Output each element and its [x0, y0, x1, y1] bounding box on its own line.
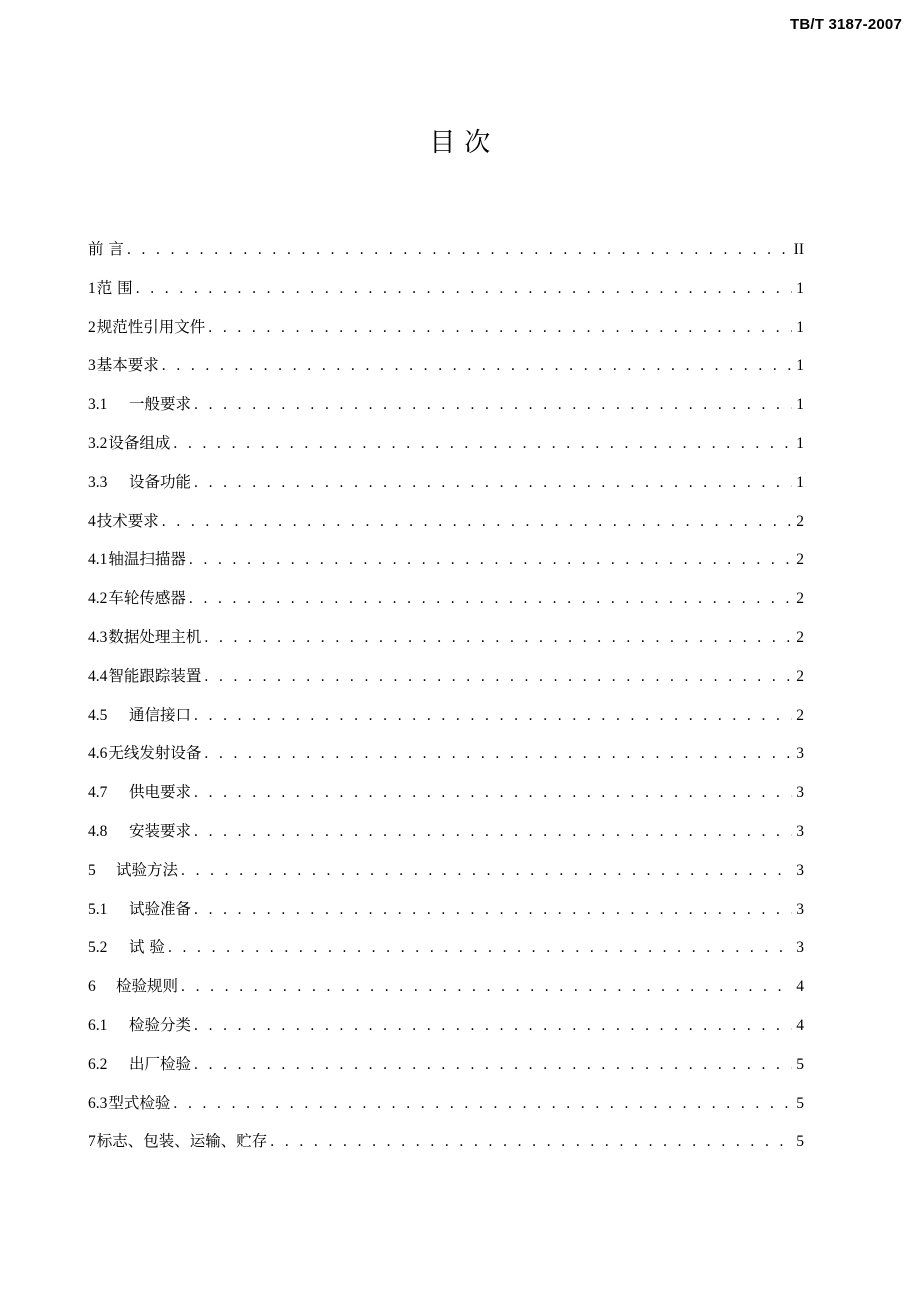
toc-entry-number: 7	[88, 1133, 96, 1151]
toc-entry-label: 无线发射设备	[108, 744, 202, 763]
toc-dot-leader	[194, 697, 792, 736]
toc-entry-label: 智能跟踪装置	[108, 666, 202, 685]
toc-dot-leader	[181, 968, 792, 1007]
toc-dot-leader	[204, 619, 792, 658]
toc-entry-label: 车轮传感器	[108, 589, 186, 608]
toc-entry-page: 1	[796, 357, 804, 375]
toc-entry-label: 基本要求	[96, 356, 159, 375]
toc-entry-label: 规范性引用文件	[96, 317, 206, 336]
toc-entry[interactable]	[88, 540, 804, 579]
toc-entry[interactable]	[88, 385, 804, 424]
toc-entry-number: 2	[88, 318, 96, 336]
toc-dot-leader	[194, 813, 792, 852]
toc-entry-page: 2	[796, 706, 804, 724]
toc-entry-number: 6.3	[88, 1094, 108, 1112]
toc-entry-page: 1	[796, 318, 804, 336]
toc-entry-number: 3.1	[88, 396, 108, 414]
toc-entry-page: 2	[796, 667, 804, 685]
toc-dot-leader	[194, 774, 792, 813]
toc-entry[interactable]	[88, 812, 804, 851]
toc-entry-label: 试验方法	[116, 860, 179, 879]
toc-entry-number: 4.7	[88, 784, 108, 802]
toc-entry-label: 检验分类	[129, 1015, 192, 1034]
toc-entry-page: 2	[796, 512, 804, 530]
toc-entry-label: 试验准备	[129, 899, 192, 918]
toc-entry-number: 3.2	[88, 434, 108, 452]
toc-dot-leader	[194, 1046, 792, 1085]
toc-entry-page: II	[793, 241, 804, 258]
page-title: 目 次	[429, 128, 491, 158]
toc-entry-page: 3	[796, 939, 804, 957]
toc-entry-page: 3	[796, 861, 804, 879]
toc-entry-page: 2	[796, 628, 804, 646]
toc-entry-page: 3	[796, 822, 804, 840]
toc-entry-number: 4.6	[88, 745, 108, 763]
toc-entry[interactable]	[88, 269, 804, 308]
toc-entry-label: 安装要求	[129, 821, 192, 840]
toc-dot-leader	[162, 347, 792, 386]
toc-entry-page: 4	[796, 978, 804, 996]
toc-entry-page: 5	[796, 1055, 804, 1073]
toc-entry-page: 2	[796, 590, 804, 608]
toc-entry-label: 通信接口	[129, 705, 192, 724]
toc-entry-page: 3	[796, 784, 804, 802]
toc-entry[interactable]	[88, 1045, 804, 1084]
table-of-contents	[88, 230, 804, 1161]
toc-entry-number: 4.1	[88, 551, 108, 569]
toc-entry-label: 技术要求	[96, 511, 159, 530]
toc-dot-leader	[173, 1085, 792, 1124]
toc-entry-page: 1	[796, 473, 804, 491]
toc-entry-label: 前 言	[88, 240, 124, 258]
toc-entry-number: 6.1	[88, 1016, 108, 1034]
toc-entry-label: 试 验	[129, 938, 165, 957]
toc-entry-label: 一般要求	[129, 395, 192, 414]
toc-dot-leader	[204, 658, 792, 697]
toc-entry-number: 5.1	[88, 900, 108, 918]
toc-entry-page: 3	[796, 900, 804, 918]
toc-dot-leader	[136, 270, 793, 309]
toc-entry[interactable]	[88, 773, 804, 812]
toc-entry-page: 3	[796, 745, 804, 763]
toc-entry-label: 范 围	[96, 278, 133, 297]
toc-entry[interactable]	[88, 424, 804, 463]
toc-dot-leader	[181, 852, 792, 891]
toc-entry[interactable]	[88, 657, 804, 696]
toc-dot-leader	[194, 891, 792, 930]
toc-entry[interactable]	[88, 308, 804, 347]
toc-entry[interactable]	[88, 1006, 804, 1045]
toc-dot-leader	[204, 735, 792, 774]
toc-entry-number: 3	[88, 357, 96, 375]
toc-entry[interactable]	[88, 1122, 804, 1161]
toc-entry-page: 5	[796, 1094, 804, 1112]
toc-dot-leader	[194, 1007, 792, 1046]
toc-entry[interactable]	[88, 851, 804, 890]
toc-entry-label: 供电要求	[129, 783, 192, 802]
toc-entry-label: 标志、包装、运输、贮存	[96, 1132, 268, 1151]
toc-dot-leader	[189, 580, 792, 619]
toc-dot-leader	[270, 1123, 792, 1162]
toc-entry[interactable]	[88, 230, 804, 269]
toc-entry-number: 4.5	[88, 706, 108, 724]
toc-entry-page: 1	[796, 279, 804, 297]
toc-entry-page: 1	[796, 434, 804, 452]
toc-entry-number: 4.3	[88, 628, 108, 646]
toc-entry-label: 轴温扫描器	[108, 550, 186, 569]
toc-dot-leader	[127, 231, 790, 270]
toc-entry-page: 1	[796, 396, 804, 414]
toc-entry-label: 出厂检验	[129, 1054, 192, 1073]
toc-entry-number: 5.2	[88, 939, 108, 957]
toc-entry[interactable]	[88, 696, 804, 735]
toc-entry[interactable]	[88, 928, 804, 967]
toc-dot-leader	[173, 425, 792, 464]
toc-entry[interactable]	[88, 502, 804, 541]
toc-entry-number: 4.4	[88, 667, 108, 685]
toc-entry-label: 型式检验	[108, 1093, 171, 1112]
toc-dot-leader	[162, 503, 792, 542]
toc-entry-number: 4.8	[88, 822, 108, 840]
toc-entry-page: 2	[796, 551, 804, 569]
toc-entry[interactable]	[88, 967, 804, 1006]
toc-entry[interactable]	[88, 463, 804, 502]
toc-entry-number: 5	[88, 861, 96, 879]
toc-entry-page: 4	[796, 1016, 804, 1034]
toc-dot-leader	[189, 541, 792, 580]
toc-entry-page: 5	[796, 1133, 804, 1151]
toc-entry-label: 检验规则	[116, 977, 179, 996]
toc-entry[interactable]	[88, 734, 804, 773]
toc-dot-leader	[194, 464, 792, 503]
toc-entry[interactable]	[88, 579, 804, 618]
toc-entry-label: 设备功能	[129, 472, 192, 491]
toc-entry-number: 6	[88, 978, 96, 996]
toc-dot-leader	[208, 309, 792, 348]
toc-entry[interactable]	[88, 1084, 804, 1123]
toc-entry[interactable]	[88, 618, 804, 657]
toc-entry[interactable]	[88, 890, 804, 929]
toc-entry-number: 4.2	[88, 590, 108, 608]
toc-entry-number: 1	[88, 279, 96, 297]
toc-entry-number: 4	[88, 512, 96, 530]
toc-entry[interactable]	[88, 346, 804, 385]
toc-entry-label: 设备组成	[108, 433, 171, 452]
toc-entry-label: 数据处理主机	[108, 627, 202, 646]
document-code: TB/T 3187-2007	[789, 16, 902, 33]
toc-entry-number: 6.2	[88, 1055, 108, 1073]
toc-dot-leader	[168, 929, 792, 968]
toc-dot-leader	[194, 386, 792, 425]
toc-entry-number: 3.3	[88, 473, 108, 491]
